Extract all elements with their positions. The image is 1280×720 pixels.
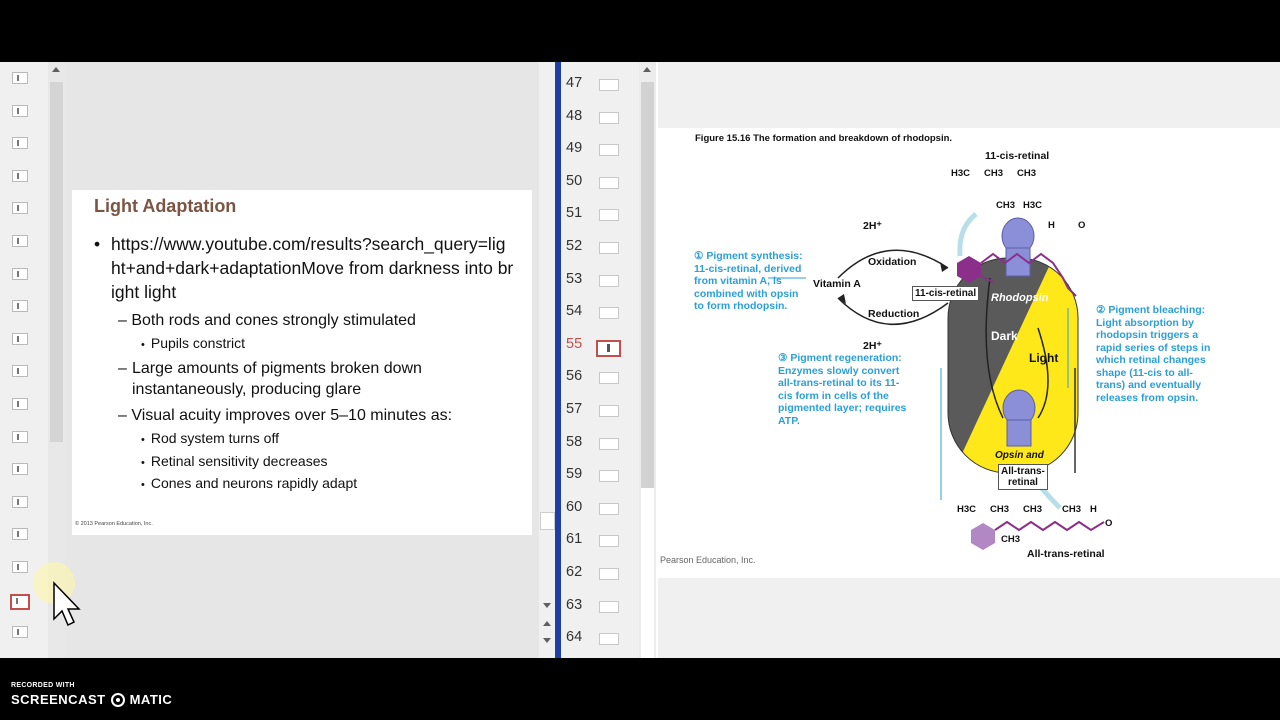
slide-mini-thumbnail[interactable] (599, 79, 619, 91)
rhodopsin-label: Rhodopsin (991, 292, 1049, 304)
slide-thumbnail[interactable] (12, 398, 28, 410)
all-trans-label: All-trans-retinal (1027, 548, 1105, 560)
slide-number[interactable]: 60 (566, 498, 583, 515)
slide-view-area (658, 62, 1280, 658)
slide-thumbnail[interactable] (12, 561, 28, 573)
slide-number[interactable]: 56 (566, 368, 583, 385)
slide-mini-thumbnail[interactable] (599, 112, 619, 124)
slide-thumbnail[interactable] (12, 170, 28, 182)
oxidation-label: Oxidation (868, 256, 917, 268)
dark-label: Dark (991, 329, 1018, 343)
chem-label: CH3 (1017, 168, 1037, 179)
slide-mini-thumbnail[interactable] (599, 568, 619, 580)
slide-thumbnail[interactable] (12, 528, 28, 540)
scrollbar-track[interactable] (50, 82, 63, 442)
slide-mini-thumbnail[interactable] (599, 242, 619, 254)
chem-label: O (1105, 518, 1113, 529)
slide-mini-thumbnail[interactable] (599, 275, 619, 287)
bullet-level2: – Both rods and cones strongly stimulated (118, 312, 416, 329)
slide-thumbnail[interactable] (12, 72, 28, 84)
bullet-text: https://www.youtube.com/results?search_query=light+and+dark+adaptationMove from darkness into bright light (111, 234, 514, 302)
scroll-down-arrow-icon[interactable] (543, 603, 551, 608)
slide-number[interactable]: 62 (566, 564, 583, 580)
slide-mini-thumbnail[interactable] (596, 340, 621, 357)
bullet-level3: • Retinal sensitivity decreases (141, 453, 328, 469)
chem-label: CH3 (996, 200, 1016, 211)
scrollbar-thumb[interactable] (540, 512, 555, 530)
slide-mini-thumbnail[interactable] (599, 307, 619, 319)
two-h-bottom: 2H⁺ (863, 340, 882, 352)
slide-number[interactable]: 54 (566, 303, 583, 320)
slide-editing-area (65, 62, 539, 658)
chem-label: CH3 (1062, 504, 1082, 515)
slide-thumbnail[interactable] (12, 496, 28, 508)
slide-copyright: © 2013 Pearson Education, Inc. (75, 521, 153, 527)
slide-number[interactable]: 52 (566, 238, 583, 254)
scroll-up-arrow-icon[interactable] (52, 67, 60, 72)
scrollbar-lower-track[interactable] (641, 488, 654, 658)
slide-thumbnail[interactable] (12, 431, 28, 443)
slide-thumbnail[interactable] (12, 137, 28, 149)
opsin-and-label: Opsin and (995, 450, 1044, 461)
slide-thumbnail[interactable] (12, 235, 28, 247)
slide-number[interactable]: 48 (566, 107, 583, 124)
slide-list-scrollbar[interactable] (639, 62, 656, 658)
recording-top-bar (0, 0, 1280, 62)
slide-number[interactable]: 53 (566, 270, 583, 287)
figure-credit: Pearson Education, Inc. (660, 555, 756, 565)
slide-scrollbar[interactable] (539, 62, 555, 658)
brand-logo: SCREENCAST MATIC (11, 692, 173, 707)
eleven-cis-box: 11-cis-retinal (912, 286, 979, 301)
eleven-cis-label: 11-cis-retinal (985, 150, 1050, 162)
chem-label: H (1090, 504, 1097, 515)
chem-label: CH3 (990, 504, 1010, 515)
bullet-level3: • Pupils constrict (141, 335, 246, 351)
slide-thumbnail[interactable] (12, 105, 28, 117)
slide-mini-thumbnail[interactable] (599, 503, 619, 515)
slide-number[interactable]: 61 (566, 531, 583, 548)
vitamin-a-label: Vitamin A (813, 278, 861, 290)
reduction-label: Reduction (868, 308, 920, 320)
slide-thumbnail[interactable] (12, 463, 28, 475)
chem-label: CH3 (984, 168, 1004, 179)
record-dot-icon (111, 693, 125, 707)
step2-caption: ② Pigment bleaching: Light absorption by rhodopsin triggers a rapid series of steps in which retinal changes shape (11-cis to all- trans) and eventually releases from opsin. (1096, 304, 1211, 404)
two-h-top: 2H⁺ (863, 220, 882, 232)
slide-mini-thumbnail[interactable] (599, 535, 619, 547)
chem-label: CH3 (1023, 504, 1043, 515)
slide-number[interactable]: 51 (566, 205, 583, 222)
slide-title: Light Adaptation (94, 196, 237, 216)
slide-thumbnail[interactable] (10, 594, 30, 610)
slide-thumbnail[interactable] (12, 365, 28, 377)
light-label: Light (1029, 351, 1059, 365)
chem-label: H3C (1023, 200, 1043, 211)
chem-label: O (1078, 220, 1086, 231)
slide-number[interactable]: 55 (566, 335, 583, 352)
next-slide-arrow-icon[interactable] (543, 638, 551, 643)
chem-label: H (1048, 220, 1055, 231)
slide-thumbnail[interactable] (12, 626, 28, 638)
slide-number[interactable]: 59 (566, 466, 583, 483)
slide-number[interactable]: 49 (566, 140, 583, 157)
slide-thumbnail[interactable] (12, 268, 28, 280)
bullet-level2: – Visual acuity improves over 5–10 minutes as: (118, 407, 453, 424)
scrollbar-track[interactable] (641, 82, 654, 488)
slide-number[interactable]: 50 (566, 172, 583, 189)
screencast-badge (11, 682, 172, 707)
slide-mini-thumbnail[interactable] (599, 405, 619, 417)
slide-mini-thumbnail[interactable] (599, 177, 619, 189)
slide-mini-thumbnail[interactable] (599, 470, 619, 482)
step3-caption: ③ Pigment regeneration: Enzymes slowly convert all-trans-retinal to its 11- cis form in cells of the pigmented layer; requires ATP. (778, 352, 907, 427)
slide-mini-thumbnail[interactable] (599, 438, 619, 450)
recorded-with-label: RECORDED WITH (11, 682, 75, 689)
right-presentation-window (561, 62, 1280, 658)
slide-thumbnail[interactable] (12, 333, 28, 345)
slide-number[interactable]: 64 (566, 629, 583, 646)
mouse-cursor-icon (30, 557, 90, 637)
slide-mini-thumbnail[interactable] (599, 633, 619, 645)
chem-label: CH3 (1001, 534, 1021, 545)
figure-title: Figure 15.16 The formation and breakdown of rhodopsin. (695, 133, 953, 144)
bullet-level2: – Large amounts of pigments broken down instantaneously, producing glare (118, 360, 422, 398)
slide-thumbnail[interactable] (12, 300, 28, 312)
slide-mini-thumbnail[interactable] (599, 144, 619, 156)
left-presentation-window (0, 62, 555, 658)
all-trans-box: All-trans- retinal (998, 464, 1048, 490)
slide-number[interactable]: 57 (566, 401, 583, 417)
current-slide[interactable] (72, 190, 532, 535)
chem-label: H3C (951, 168, 971, 179)
slide-number[interactable]: 58 (566, 433, 583, 450)
slide-thumbnail[interactable] (12, 202, 28, 214)
slide-mini-thumbnail[interactable] (599, 372, 619, 384)
slide-number[interactable]: 63 (566, 596, 583, 613)
rhodopsin-figure[interactable] (658, 128, 1280, 578)
chem-label: H3C (957, 504, 977, 515)
bullet-level3: • Rod system turns off (141, 430, 279, 446)
slide-mini-thumbnail[interactable] (599, 601, 619, 613)
prev-slide-arrow-icon[interactable] (543, 621, 551, 626)
scroll-up-arrow-icon[interactable] (643, 67, 651, 72)
slide-number[interactable]: 47 (566, 75, 583, 91)
bullet-level1: • https://www.youtube.com/results?search_query=light+and+dark+adaptationMove from darkness into bright light (94, 234, 514, 302)
step1-caption: ① Pigment synthesis: 11-cis-retinal, derived from vitamin A, is combined with opsin to form rhodopsin. (694, 250, 803, 312)
recording-bottom-bar (0, 658, 1280, 720)
slide-number-list (561, 62, 639, 658)
scrollbar-track[interactable] (539, 62, 555, 658)
bullet-level3: • Cones and neurons rapidly adapt (141, 475, 358, 491)
slide-mini-thumbnail[interactable] (599, 209, 619, 221)
